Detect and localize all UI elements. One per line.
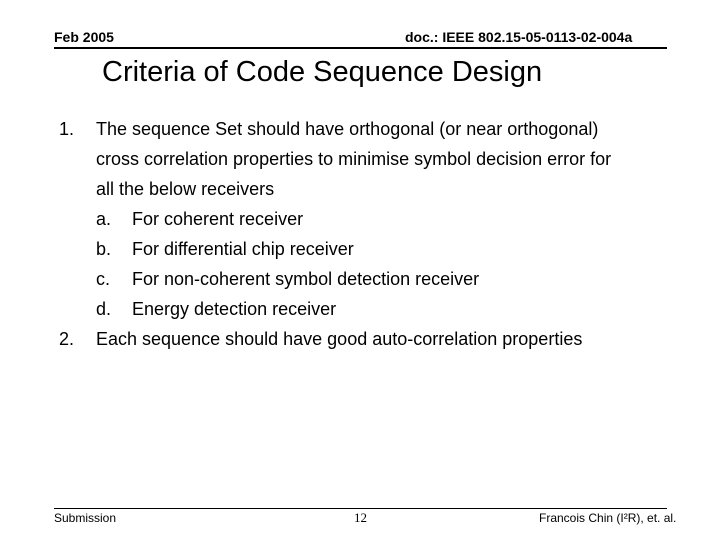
footer-submission: Submission (54, 511, 117, 525)
list-number-1: 1. (59, 119, 75, 139)
list-item-1-line-3: all the below receivers (96, 179, 275, 199)
subitem-d-text: Energy detection receiver (132, 299, 337, 319)
subitem-b-letter: b. (96, 239, 112, 259)
subitem-b-text: For differential chip receiver (132, 239, 354, 259)
subitem-a-text: For coherent receiver (132, 209, 304, 229)
list-number-2: 2. (59, 329, 75, 349)
header-divider (54, 47, 667, 49)
subitem-a-letter: a. (96, 209, 112, 229)
footer-author: Francois Chin (I²R), et. al. (539, 511, 677, 525)
subitem-c-letter: c. (96, 269, 111, 289)
list-item-1-line-1: The sequence Set should have orthogonal (or near orthogonal) (96, 119, 599, 139)
list-item-1-line-2: cross correlation properties to minimise symbol decision error for (96, 149, 612, 169)
footer-divider (54, 508, 667, 509)
slide-title: Criteria of Code Sequence Design (102, 56, 543, 88)
header-doc-id: doc.: IEEE 802.15-05-0113-02-004a (405, 29, 633, 45)
footer-page-number: 12 (354, 510, 367, 525)
subitem-d-letter: d. (96, 299, 112, 319)
list-item-2-text: Each sequence should have good auto-correlation properties (96, 329, 583, 349)
subitem-c-text: For non-coherent symbol detection receiver (132, 269, 480, 289)
header-date: Feb 2005 (54, 29, 114, 45)
